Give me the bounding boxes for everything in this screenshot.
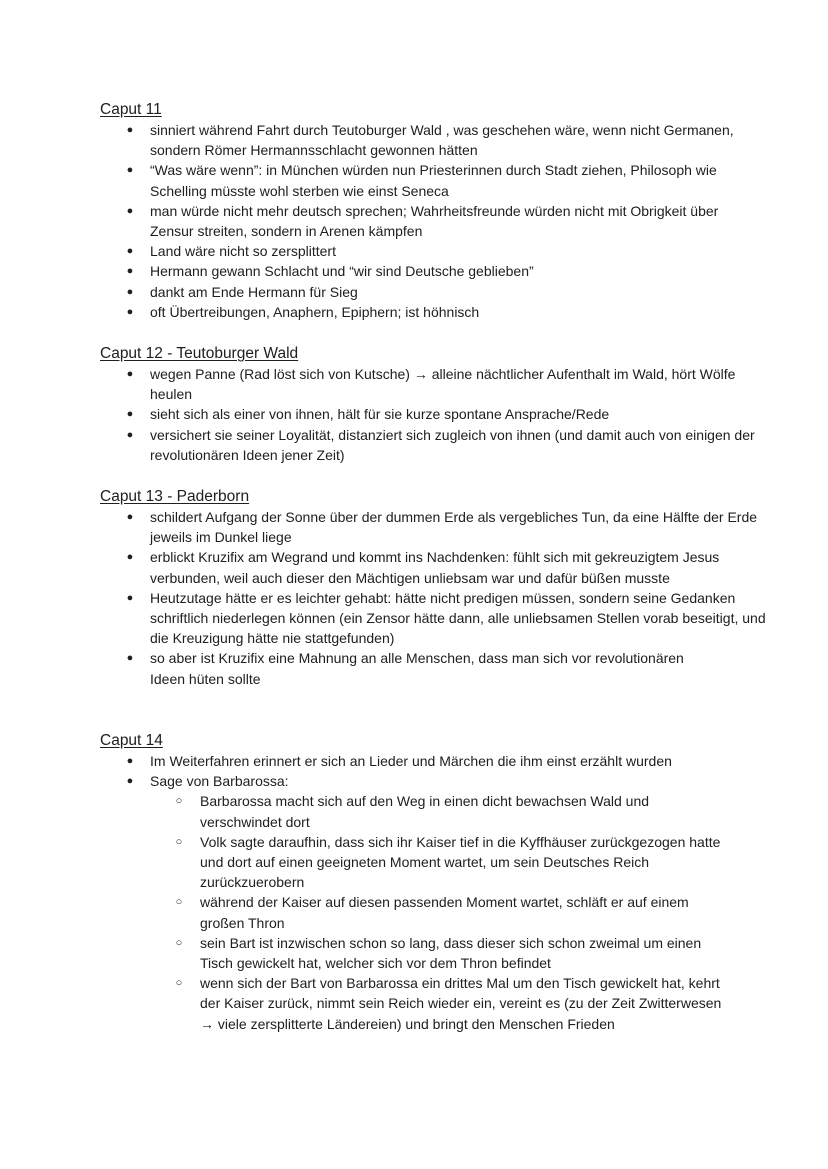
bullet-list bbox=[100, 120, 800, 322]
bullet-icon: ● bbox=[126, 204, 134, 217]
section-heading: Caput 11 bbox=[100, 101, 162, 118]
list-item: ● Heutzutage hätte er es leichter gehabt: hätte nicht predigen müssen, sondern seine Gedanken schriftlich niederlegen können (ein Zensor hätte dann, alle unliebsamen Stellen vorab beseitigt, und die Kreuzigung hätte nie stattgefunden) bbox=[126, 589, 766, 647]
bullet-list bbox=[100, 751, 800, 1034]
circle-bullet-icon: ○ bbox=[175, 977, 183, 990]
list-item: ● “Was wäre wenn”: in München würden nun Priesterinnen durch Stadt ziehen, Philosoph wie Schelling müsste wohl sterben wie einst Seneca bbox=[126, 162, 717, 199]
bullet-icon: ● bbox=[126, 124, 134, 136]
sub-list-item: ○ wenn sich der Bart von Barbarossa ein drittes Mal um den Tisch gewickelt hat, kehrt der Kaiser zurück, nimmt sein Reich wieder ein, vereint es (zu der Zeit Zwitterwesen → viele zersplitterte Ländereien) und bringt den Menschen Frieden bbox=[175, 975, 722, 1032]
circle-bullet-icon: ○ bbox=[175, 835, 183, 848]
circle-bullet-icon: ○ bbox=[175, 896, 183, 909]
bullet-icon: ● bbox=[126, 428, 134, 441]
bullet-icon: ● bbox=[126, 305, 134, 318]
bullet-icon: ● bbox=[126, 368, 134, 380]
bullet-list bbox=[100, 507, 800, 689]
bullet-icon: ● bbox=[126, 775, 134, 788]
list-item: ● Im Weiterfahren erinnert er sich an Lieder und Märchen die ihm einst erzählt wurden bbox=[100, 751, 828, 771]
list-item: ● wegen Panne (Rad löst sich von Kutsche) → alleine nächtlicher Aufenthalt im Wald, hört Wölfe heulen bbox=[126, 366, 736, 403]
bullet-icon: ● bbox=[126, 551, 134, 564]
sub-list-item: ○ Barbarossa macht sich auf den Weg in einen dicht bewachsen Wald und verschwindet dort bbox=[175, 793, 650, 830]
list-item: ● Land wäre nicht so zersplittert bbox=[100, 241, 800, 261]
list-item: ● man würde nicht mehr deutsch sprechen; Wahrheitsfreunde würden nicht mit Obrigkeit über Zensur streiten, sondern in Arenen kämpfen bbox=[126, 202, 719, 240]
list-item: ● Sage von Barbarossa: ○ Barbarossa macht sich auf den Weg in einen dicht bewachsen Wald und verschwindet dort ○ Volk sagte daraufhin, dass sich ihr Kaiser tief in die Kyffhäuser zurückgezogen hatte und dort auf einen geeigneten Moment wartet, um sein Deutsches Reich zurückzuerobern ○ während der Kaiser auf diesen passenden Moment wartet, schläft er auf einem großen Thron ○ sein Bart ist inzwischen schon so lang, dass dieser sich schon zweimal um einen Tisch gewickelt hat, welcher sich vor dem Thron befindet ○ wenn sich der Bart von Barbarossa ein drittes Mal um den Tisch gewickelt hat, kehrt der Kaiser zurück, nimmt sein Reich wieder ein, vereint es (zu der Zeit Zwitterwesen → viele zersplitterte Ländereien) und bringt den Menschen Frieden bbox=[100, 771, 800, 1034]
bullet-icon: ● bbox=[126, 652, 134, 665]
circle-bullet-icon: ○ bbox=[175, 936, 183, 949]
list-item: ● schildert Aufgang der Sonne über der dummen Erde als vergebliches Tun, da eine Hälfte der Erde jeweils im Dunkel liege bbox=[126, 509, 758, 546]
bullet-icon: ● bbox=[126, 285, 134, 298]
bullet-icon: ● bbox=[126, 755, 134, 767]
list-item: ● erblickt Kruzifix am Wegrand und kommt ins Nachdenken: fühlt sich mit gekreuzigtem Jesus verbunden, weil auch dieser den Mächtigen unliebsam war und dafür büßen musste bbox=[126, 549, 720, 586]
bullet-icon: ● bbox=[126, 408, 134, 421]
bullet-icon: ● bbox=[126, 511, 134, 523]
section-heading: Caput 13 - Paderborn bbox=[100, 488, 250, 505]
sub-list-item: ○ sein Bart ist inzwischen schon so lang, dass dieser sich schon zweimal um einen Tisch gewickelt hat, welcher sich vor dem Thron befindet bbox=[175, 934, 702, 972]
bullet-icon: ● bbox=[126, 265, 134, 278]
bullet-list bbox=[100, 364, 800, 465]
section-caput-12 bbox=[100, 344, 800, 465]
list-item: ● so aber ist Kruzifix eine Mahnung an alle Menschen, dass man sich vor revolutionären Ideen hüten sollte bbox=[126, 650, 684, 687]
list-item: ● oft Übertreibungen, Anaphern, Epiphern; ist höhnisch bbox=[100, 302, 800, 322]
section-caput-13 bbox=[100, 487, 800, 689]
bullet-icon: ● bbox=[126, 591, 134, 604]
bullet-icon: ● bbox=[126, 245, 134, 258]
list-item: ● Hermann gewann Schlacht und “wir sind Deutsche geblieben” bbox=[100, 261, 800, 281]
sub-list-item: ○ Volk sagte daraufhin, dass sich ihr Kaiser tief in die Kyffhäuser zurückgezogen hatte und dort auf einen geeigneten Moment wartet, um sein Deutsches Reich zurückzuerobern bbox=[175, 833, 721, 891]
list-item: ● versichert sie seiner Loyalität, distanziert sich zugleich von ihnen (und damit auch von einigen der revolutionären Ideen jener Zeit) bbox=[126, 426, 755, 463]
bullet-icon: ● bbox=[126, 164, 134, 177]
sub-list-item: ○ während der Kaiser auf diesen passenden Moment wartet, schläft er auf einem großen Thron bbox=[175, 894, 689, 931]
section-caput-11 bbox=[100, 100, 800, 322]
list-item: ● sieht sich als einer von ihnen, hält für sie kurze spontane Ansprache/Rede bbox=[100, 404, 800, 424]
list-item: ● sinniert während Fahrt durch Teutoburger Wald , was geschehen wäre, wenn nicht Germanen, sondern Römer Hermannsschlacht gewonnen hätten bbox=[126, 122, 734, 159]
circle-bullet-icon: ○ bbox=[175, 795, 183, 808]
sub-bullet-list bbox=[150, 791, 800, 1033]
section-caput-14 bbox=[100, 731, 800, 1034]
section-heading: Caput 12 - Teutoburger Wald bbox=[100, 345, 299, 362]
list-item: ● dankt am Ende Hermann für Sieg bbox=[100, 282, 800, 302]
section-heading: Caput 14 bbox=[100, 732, 163, 749]
